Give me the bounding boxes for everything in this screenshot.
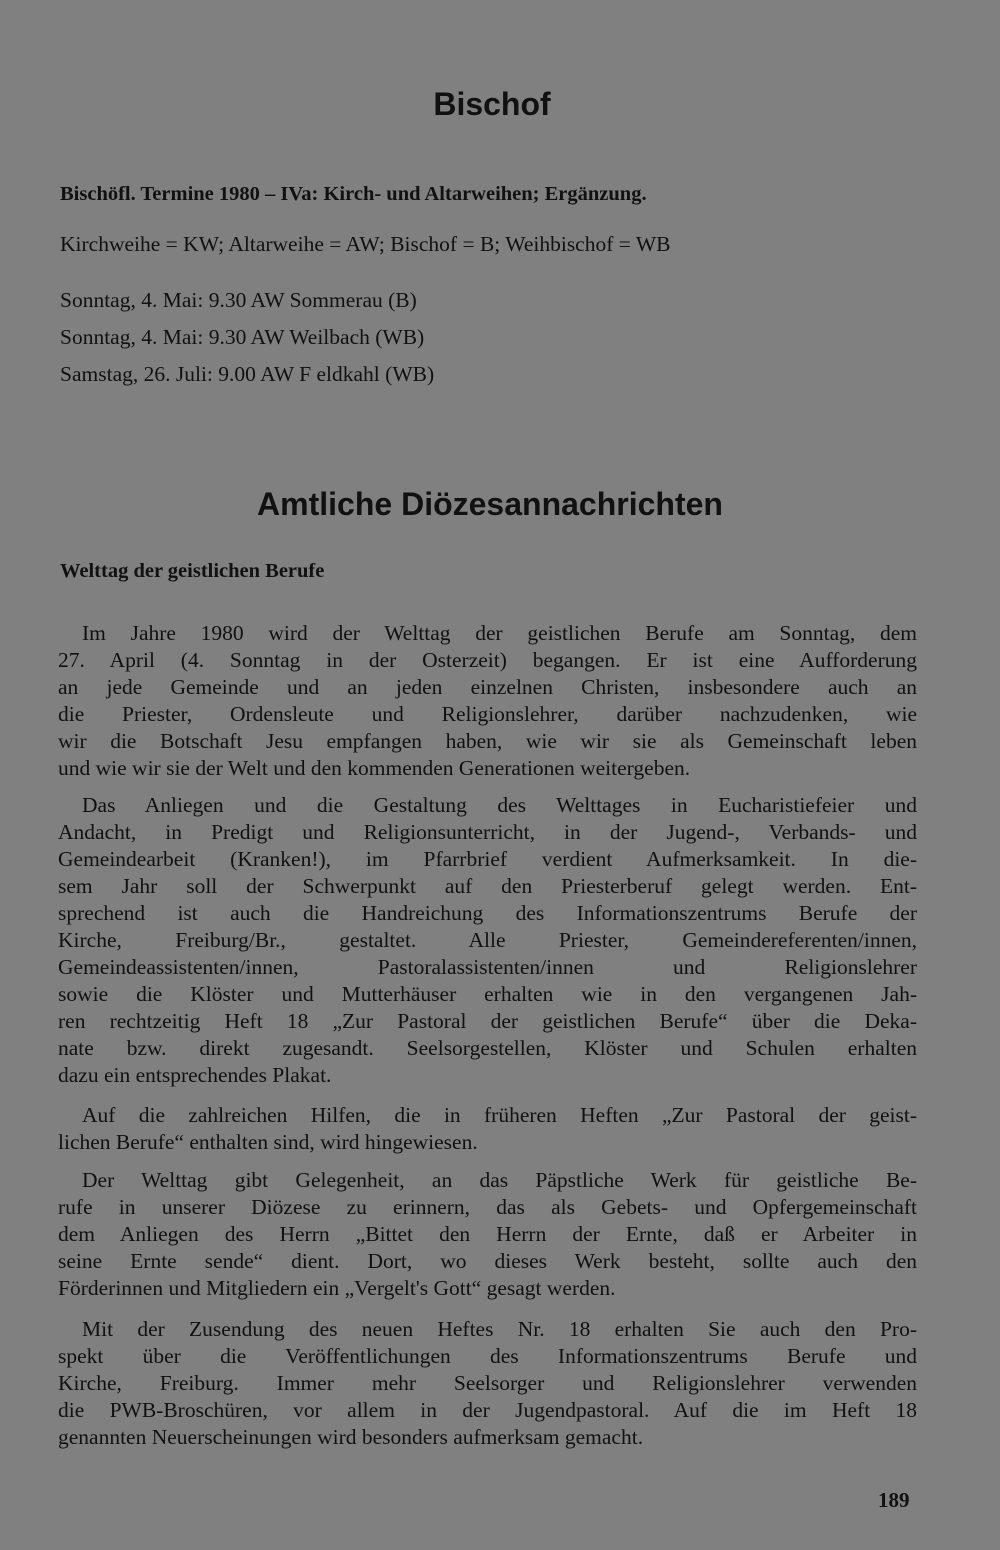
page-number: 189 — [878, 1488, 910, 1512]
paragraph — [58, 1102, 917, 1156]
paragraph — [58, 1316, 917, 1451]
paragraph-line: ren rechtzeitig Heft 18 „Zur Pastoral der geistlichen Berufe“ über die Deka- — [58, 1009, 917, 1033]
paragraph-line: Im Jahre 1980 wird der Welttag der geistlichen Berufe am Sonntag, dem — [82, 621, 917, 645]
appointment-item: Samstag, 26. Juli: 9.00 AW F eldkahl (WB) — [60, 362, 435, 386]
paragraph-line: Andacht, in Predigt und Religionsunterricht, in der Jugend-, Verbands- und — [58, 820, 917, 844]
abbreviation-legend: Kirchweihe = KW; Altarweihe = AW; Bischof = B; Weihbischof = WB — [60, 232, 671, 256]
paragraph-line: dazu ein entsprechendes Plakat. — [58, 1063, 332, 1087]
paragraph-line: sem Jahr soll der Schwerpunkt auf den Priesterberuf gelegt werden. Ent- — [58, 874, 917, 898]
paragraph-line: und wie wir sie der Welt und den kommenden Generationen weitergeben. — [58, 756, 691, 780]
paragraph — [58, 1167, 917, 1302]
paragraph-line: Kirche, Freiburg/Br., gestaltet. Alle Priester, Gemeindereferenten/innen, — [58, 928, 917, 952]
paragraph — [58, 792, 917, 1089]
article-subtitle: Welttag der geistlichen Berufe — [60, 560, 325, 582]
paragraph-line: wir die Botschaft Jesu empfangen haben, wie wir sie als Gemeinschaft leben — [58, 729, 917, 753]
section-title-diozesannachrichten — [0, 486, 1000, 523]
paragraph-line: Mit der Zusendung des neuen Heftes Nr. 18 erhalten Sie auch den Pro- — [82, 1317, 917, 1341]
paragraph-line: genannten Neuerscheinungen wird besonders aufmerksam gemacht. — [58, 1425, 644, 1449]
paragraph — [58, 620, 917, 782]
paragraph-line: Der Welttag gibt Gelegenheit, an das Päpstliche Werk für geistliche Be- — [82, 1168, 917, 1192]
paragraph-line: 27. April (4. Sonntag in der Osterzeit) begangen. Er ist eine Aufforderung — [58, 648, 917, 672]
paragraph-line: die PWB-Broschüren, vor allem in der Jugendpastoral. Auf die im Heft 18 — [58, 1398, 917, 1422]
appointment-item: Sonntag, 4. Mai: 9.30 AW Sommerau (B) — [60, 288, 417, 312]
appointment-list — [60, 282, 434, 393]
section-title-text: Bischof — [433, 86, 551, 122]
section-title-bischof — [0, 86, 1000, 123]
paragraph-line: nate bzw. direkt zugesandt. Seelsorgestellen, Klöster und Schulen erhalten — [58, 1036, 917, 1060]
paragraph-line: seine Ernte sende“ dient. Dort, wo dieses Werk besteht, sollte auch den — [58, 1249, 917, 1273]
appointments-subtitle: Bischöfl. Termine 1980 – IVa: Kirch- und Altarweihen; Ergänzung. — [60, 183, 647, 205]
paragraph-line: Gemeindeassistenten/innen, Pastoralassistenten/innen und Religionslehrer — [58, 955, 917, 979]
paragraph-line: spekt über die Veröffentlichungen des Informationszentrums Berufe und — [58, 1344, 917, 1368]
paragraph-line: dem Anliegen des Herrn „Bittet den Herrn der Ernte, daß er Arbeiter in — [58, 1222, 917, 1246]
paragraph-line: an jede Gemeinde und an jeden einzelnen Christen, insbesondere auch an — [58, 675, 917, 699]
paragraph-line: Förderinnen und Mitgliedern ein „Vergelt's Gott“ gesagt werden. — [58, 1276, 616, 1300]
paragraph-line: sowie die Klöster und Mutterhäuser erhalten wie in den vergangenen Jah- — [58, 982, 917, 1006]
appointment-item: Sonntag, 4. Mai: 9.30 AW Weilbach (WB) — [60, 325, 425, 349]
paragraph-line: Gemeindearbeit (Kranken!), im Pfarrbrief verdient Aufmerksamkeit. In die- — [58, 847, 917, 871]
section-title-text: Amtliche Diözesannachrichten — [257, 486, 723, 522]
paragraph-line: sprechend ist auch die Handreichung des Informationszentrums Berufe der — [58, 901, 917, 925]
paragraph-line: Auf die zahlreichen Hilfen, die in früheren Heften „Zur Pastoral der geist- — [82, 1103, 917, 1127]
paragraph-line: rufe in unserer Diözese zu erinnern, das als Gebets- und Opfergemeinschaft — [58, 1195, 917, 1219]
paragraph-line: Das Anliegen und die Gestaltung des Welttages in Eucharistiefeier und — [82, 793, 917, 817]
paragraph-line: Kirche, Freiburg. Immer mehr Seelsorger und Religionslehrer verwenden — [58, 1371, 917, 1395]
paragraph-line: die Priester, Ordensleute und Religionslehrer, darüber nachzudenken, wie — [58, 702, 917, 726]
paragraph-line: lichen Berufe“ enthalten sind, wird hingewiesen. — [58, 1130, 478, 1154]
